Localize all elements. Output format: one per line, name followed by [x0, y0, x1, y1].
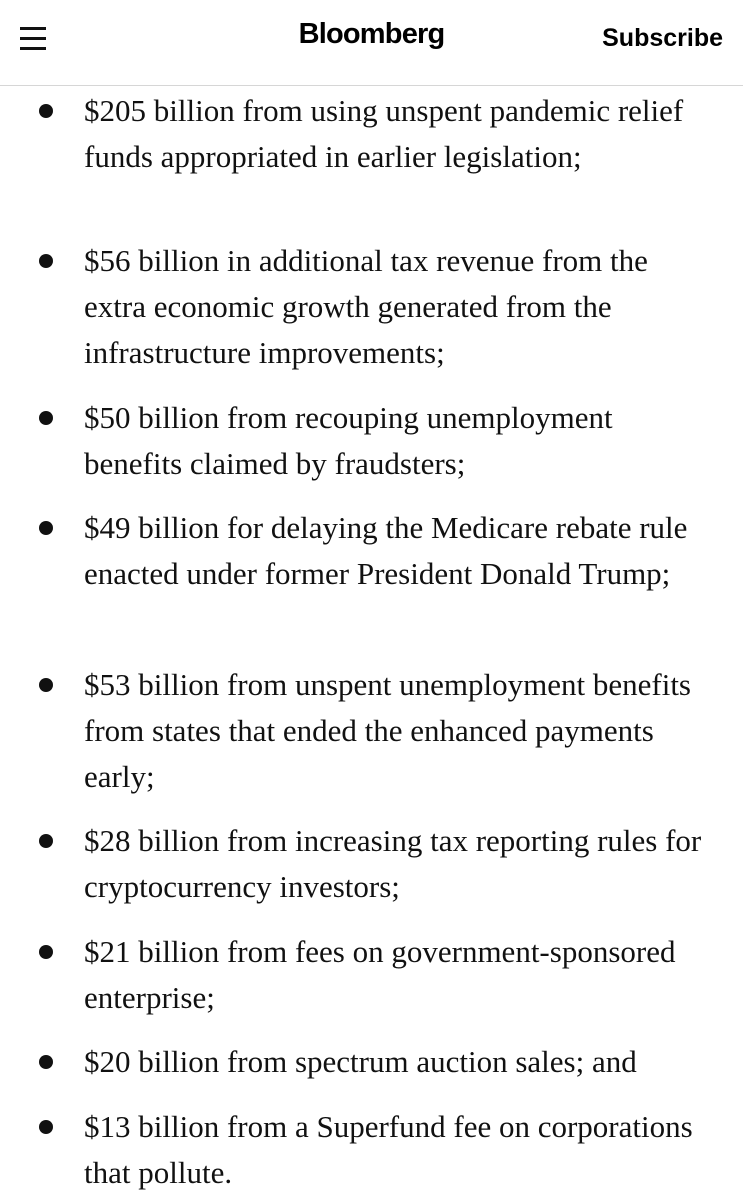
list-item-text: $21 billion from fees on government-sponsored enterprise;: [84, 934, 676, 1015]
bullet-dot-icon: [39, 411, 53, 425]
list-item: [0, 505, 743, 662]
brand-logo[interactable]: Bloomberg: [298, 18, 445, 50]
list-item: [0, 818, 743, 929]
list-item-text: $28 billion from increasing tax reporting rules for cryptocurrency investors;: [84, 823, 702, 904]
list-item: [0, 929, 743, 1039]
list-item-text: $50 billion from recouping unemployment benefits claimed by fraudsters;: [84, 400, 613, 481]
list-item: [0, 1104, 743, 1200]
list-item-text: $49 billion for delaying the Medicare rebate rule enacted under former President Donald Trump;: [84, 510, 688, 591]
list-item: [0, 238, 743, 395]
article-body: [0, 88, 743, 1200]
bullet-dot-icon: [39, 104, 53, 118]
subscribe-button[interactable]: Subscribe: [602, 24, 723, 52]
bullet-dot-icon: [39, 1055, 53, 1069]
list-item-text: $53 billion from unspent unemployment benefits from states that ended the enhanced payments early;: [84, 667, 691, 794]
list-item-text: $205 billion from using unspent pandemic relief funds appropriated in earlier legislation;: [84, 93, 684, 174]
list-item-text: $56 billion in additional tax revenue from the extra economic growth generated from the infrastructure improvements;: [84, 243, 648, 370]
list-item-text: $13 billion from a Superfund fee on corporations that pollute.: [84, 1109, 693, 1190]
bullet-dot-icon: [39, 1120, 53, 1134]
bullet-dot-icon: [39, 521, 53, 535]
list-item: [0, 395, 743, 505]
list-item: [0, 662, 743, 818]
bullet-dot-icon: [39, 678, 53, 692]
hamburger-menu-icon[interactable]: [20, 26, 46, 50]
list-item: [0, 1039, 743, 1104]
bullet-dot-icon: [39, 945, 53, 959]
list-item: [0, 88, 743, 238]
top-navigation-bar: [0, 0, 743, 86]
list-item-text: $20 billion from spectrum auction sales; and: [84, 1044, 637, 1079]
bullet-dot-icon: [39, 834, 53, 848]
bullet-dot-icon: [39, 254, 53, 268]
bullet-list: [0, 88, 743, 1200]
